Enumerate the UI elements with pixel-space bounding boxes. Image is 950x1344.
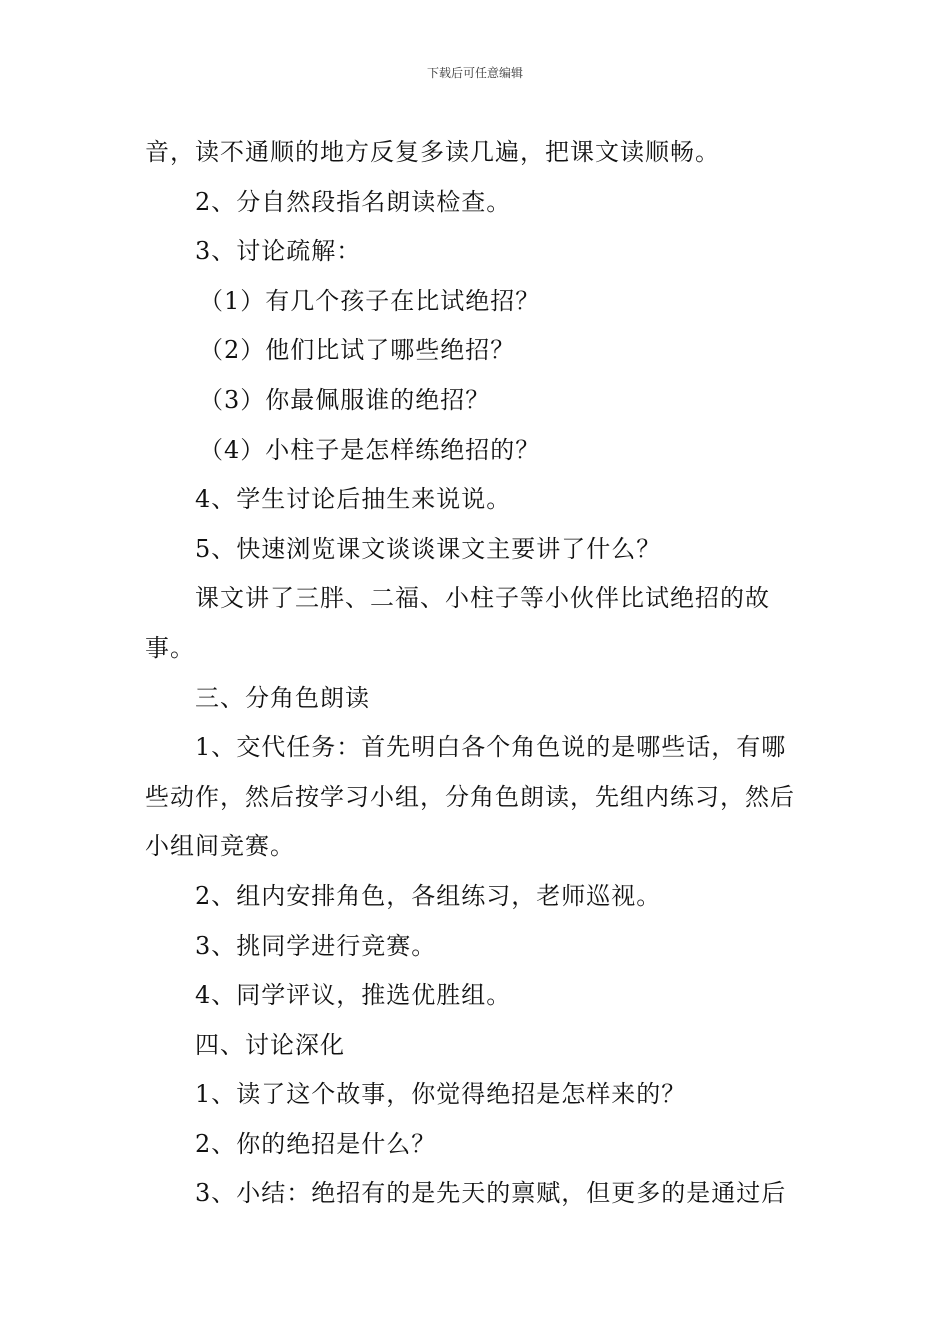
paragraph-6: （3）你最佩服谁的绝招？ [199, 385, 491, 414]
paragraph-5: （2）他们比试了哪些绝招？ [199, 336, 516, 365]
paragraph-10: 课文讲了三胖、二福、小柱子等小伙伴比试绝招的故事。 [145, 584, 770, 662]
document-body [145, 128, 810, 1219]
paragraph-13: 2、组内安排角色，各组练习，老师巡视。 [195, 881, 662, 910]
paragraph-3: 3、讨论疏解： [195, 237, 362, 266]
paragraph-4: （1）有几个孩子在比试绝招？ [199, 286, 541, 315]
section-heading-3: 三、分角色朗读 [195, 683, 370, 712]
paragraph-14: 3、挑同学进行竞赛。 [195, 931, 437, 960]
paragraph-12: 1、交代任务：首先明白各个角色说的是哪些话，有哪些动作，然后按学习小组，分角色朗读，先组内练习，然后小组间竞赛。 [145, 733, 795, 861]
paragraph-18: 2、你的绝招是什么？ [195, 1129, 437, 1158]
paragraph-8: 4、学生讨论后抽生来说说。 [195, 485, 512, 514]
page-header: 下载后可任意编辑 [426, 66, 523, 80]
paragraph-2: 2、分自然段指名朗读检查。 [195, 187, 512, 216]
section-heading-4: 四、讨论深化 [195, 1030, 345, 1059]
paragraph-15: 4、同学评议，推选优胜组。 [195, 981, 512, 1010]
paragraph-1: 音，读不通顺的地方反复多读几遍，把课文读顺畅。 [145, 138, 720, 166]
paragraph-7: （4）小柱子是怎样练绝招的？ [199, 435, 541, 464]
paragraph-9: 5、快速浏览课文谈谈课文主要讲了什么？ [195, 534, 662, 563]
paragraph-17: 1、读了这个故事，你觉得绝招是怎样来的？ [195, 1080, 687, 1109]
paragraph-19: 3、小结：绝招有的是先天的禀赋，但更多的是通过后 [195, 1179, 787, 1208]
